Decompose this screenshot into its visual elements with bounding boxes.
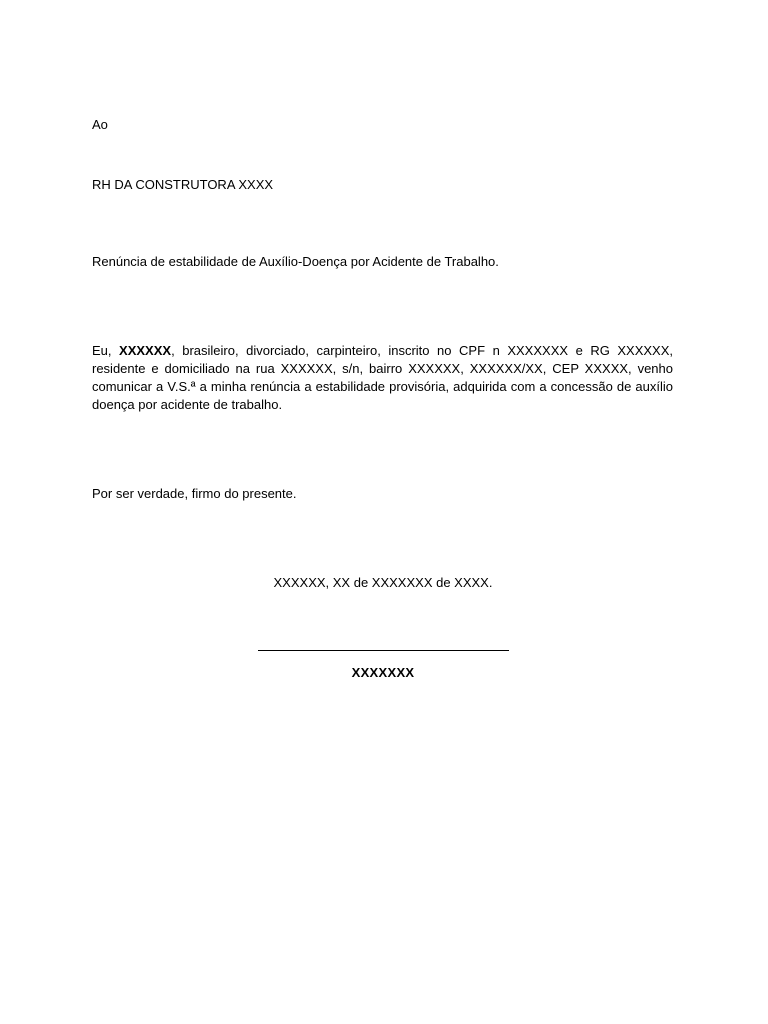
subject-line: Renúncia de estabilidade de Auxílio-Doença por Acidente de Trabalho.: [92, 254, 499, 269]
declarant-name: XXXXXX: [119, 343, 172, 358]
recipient-line: RH DA CONSTRUTORA XXXX: [92, 177, 274, 192]
signature-line: [258, 650, 509, 651]
signature-name: XXXXXXX: [351, 665, 415, 680]
addressee-line: Ao: [92, 117, 108, 132]
body-prefix: Eu,: [92, 343, 120, 358]
closing-line: Por ser verdade, firmo do presente.: [92, 486, 297, 501]
body-paragraph: [92, 342, 673, 414]
place-date-line: XXXXXX, XX de XXXXXXX de XXXX.: [273, 575, 493, 590]
body-text: , brasileiro, divorciado, carpinteiro, inscrito no CPF n XXXXXXX e RG XXXXXX, residente e domiciliado na rua XXXXXX, s/n, bairro XXXXXX, XXXXXX/XX, CEP XXXXX, venho comunicar a V.S.ª a minha renúncia a estabilidade provisória, adquirida com a concessão de auxílio doença por acidente de trabalho.: [92, 343, 673, 412]
